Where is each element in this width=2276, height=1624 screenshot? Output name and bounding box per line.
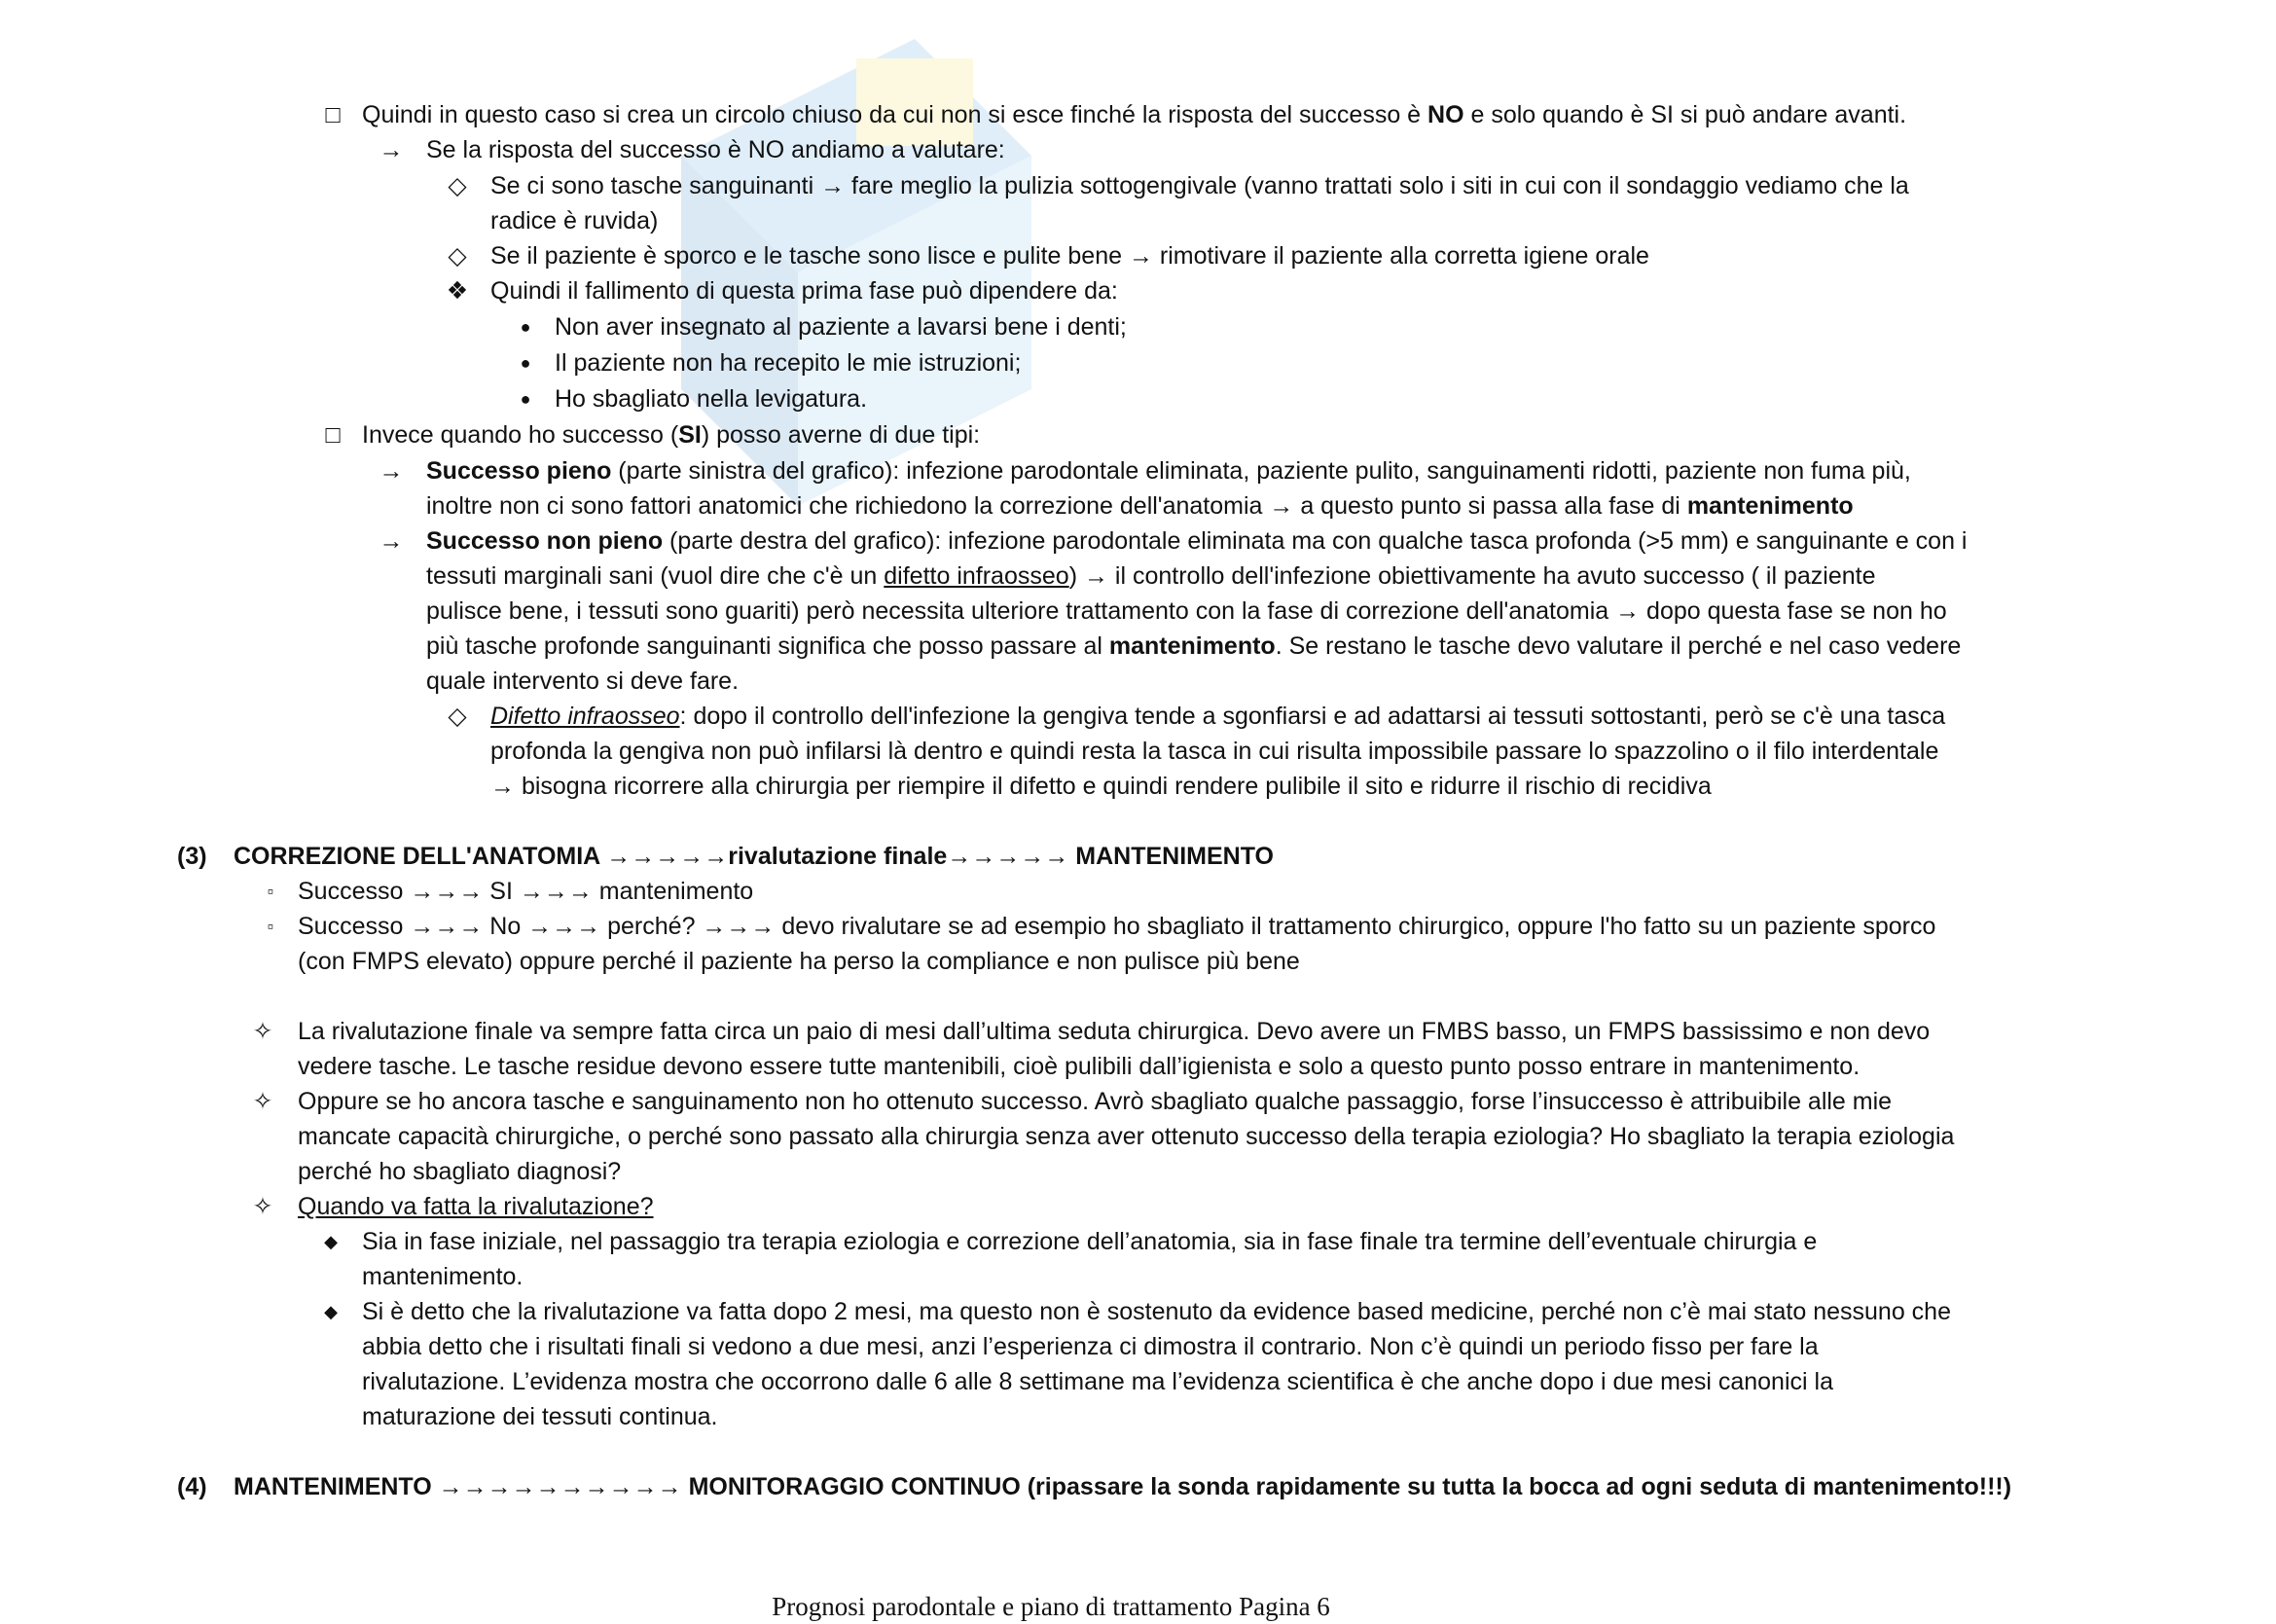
text-line: Sia in fase iniziale, nel passaggio tra terapia eziologia e correzione dell’anatomia, sia in fase finale tra termine dell’eventuale chirurgia e <box>362 1228 1818 1255</box>
arrow-marker: → <box>379 527 404 555</box>
text-line: Successo non pieno (parte destra del grafico): infezione parodontale eliminata ma con qualche tasca profonda (>5 mm) e sanguinante e con i <box>426 527 1968 555</box>
bullet-marker: ● <box>520 353 531 373</box>
arrow-marker: → <box>379 136 404 163</box>
bullet-marker: ● <box>520 317 531 337</box>
text-line: mantenimento. <box>362 1263 524 1290</box>
section-heading: MANTENIMENTO →→→→→→→→→→ MONITORAGGIO CONTINUO (ripassare la sonda rapidamente su tutta la bocca ad ogni seduta di mantenimento!!!) <box>234 1473 2012 1500</box>
text-line: Se il paziente è sporco e le tasche sono lisce e pulite bene → rimotivare il paziente alla corretta igiene orale <box>490 242 1649 270</box>
arrow-marker: → <box>379 457 404 485</box>
text-line: Successo →→→ SI →→→ mantenimento <box>298 878 754 905</box>
diamond-marker: ◇ <box>448 703 467 730</box>
text-line: Successo pieno (parte sinistra del grafico): infezione parodontale eliminata, paziente pulito, sanguinamenti ridotti, paziente non fuma più, <box>426 457 1911 485</box>
text-line: Successo →→→ No →→→ perché? →→→ devo rivalutare se ad esempio ho sbagliato il trattamento chirurgico, oppure l'ho fatto su un paziente sporco <box>298 913 1936 940</box>
text-line: Ho sbagliato nella levigatura. <box>555 385 868 413</box>
diamond-solid-marker: ◆ <box>324 1302 338 1321</box>
subheading: Quando va fatta la rivalutazione? <box>298 1193 654 1220</box>
text-line: Oppure se ho ancora tasche e sanguinamento non ho ottenuto successo. Avrò sbagliato qualche passaggio, forse l’insuccesso è attribuibile alle mie <box>298 1088 1893 1115</box>
text-line: Si è detto che la rivalutazione va fatta dopo 2 mesi, ma questo non è sostenuto da evidence based medicine, perché non c’è mai stato nessuno che <box>362 1298 1951 1325</box>
star-marker: ✧ <box>252 1193 273 1220</box>
text-line: quale intervento si deve fare. <box>426 668 740 695</box>
small-square-marker: ▫ <box>267 882 274 901</box>
text-line: Non aver insegnato al paziente a lavarsi bene i denti; <box>555 313 1127 341</box>
text-line: mancate capacità chirurgiche, o perché sono passato alla chirurgia senza aver ottenuto successo della terapia eziologia? Ho sbagliato la terapia eziologia <box>298 1123 1955 1150</box>
diamond-marker: ◇ <box>448 172 467 199</box>
bullet-marker: ● <box>520 389 531 409</box>
star-marker: ✧ <box>252 1018 273 1045</box>
text-line: Se la risposta del successo è NO andiamo a valutare: <box>426 136 1005 163</box>
text-line: tessuti marginali sani (vuol dire che c'è un difetto infraosseo) → il controllo dell'infezione obiettivamente ha avuto successo ( il paziente <box>426 562 1876 590</box>
page-footer: Prognosi parodontale e piano di trattamento Pagina 6 <box>772 1592 1330 1621</box>
square-marker: □ <box>325 421 341 449</box>
diamond-cross-marker: ❖ <box>446 277 469 305</box>
diamond-marker: ◇ <box>448 242 467 270</box>
text-line: rivalutazione. L’evidenza mostra che occorrono dalle 6 alle 8 settimane ma l’evidenza scientifica è che anche dopo i due mesi canonici la <box>362 1368 1833 1395</box>
square-marker: □ <box>325 101 341 128</box>
star-marker: ✧ <box>252 1088 273 1115</box>
section-heading: CORREZIONE DELL'ANATOMIA →→→→→rivalutazione finale→→→→→ MANTENIMENTO <box>234 843 1274 870</box>
section-number: (3) <box>177 843 207 870</box>
text-line: perché ho sbagliato diagnosi? <box>298 1158 622 1185</box>
text-line: La rivalutazione finale va sempre fatta circa un paio di mesi dall’ultima seduta chirurgica. Devo avere un FMBS basso, un FMPS bassissimo e non devo <box>298 1018 1931 1045</box>
text-line: pulisce bene, i tessuti sono guariti) però necessita ulteriore trattamento con la fase di correzione dell'anatomia → dopo questa fase se non ho <box>426 597 1947 625</box>
diamond-solid-marker: ◆ <box>324 1232 338 1251</box>
text-line: più tasche profonde sanguinanti significa che posso passare al mantenimento. Se restano le tasche devo valutare il perché e nel caso vedere <box>426 632 1962 660</box>
text-line: radice è ruvida) <box>490 207 659 235</box>
text-line: → bisogna ricorrere alla chirurgia per riempire il difetto e quindi rendere pulibile il sito e ridurre il rischio di recidiva <box>490 773 1712 800</box>
text-line: (con FMPS elevato) oppure perché il paziente ha perso la compliance e non pulisce più bene <box>298 948 1300 975</box>
text-line: Invece quando ho successo (SI) posso averne di due tipi: <box>362 421 981 449</box>
text-line: Se ci sono tasche sanguinanti → fare meglio la pulizia sottogengivale (vanno trattati solo i siti in cui con il sondaggio vediamo che la <box>490 172 1909 199</box>
text-line: Quindi il fallimento di questa prima fase può dipendere da: <box>490 277 1118 305</box>
text-line: profonda la gengiva non può infilarsi là dentro e quindi resta la tasca in cui risulta impossibile passare lo spazzolino o il filo interdentale <box>490 738 1939 765</box>
text-line: Quindi in questo caso si crea un circolo chiuso da cui non si esce finché la risposta del successo è NO e solo quando è SI si può andare avanti. <box>362 101 1907 128</box>
small-square-marker: ▫ <box>267 917 274 936</box>
text-line: inoltre non ci sono fattori anatomici che richiedono la correzione dell'anatomia → a questo punto si passa alla fase di mantenimento <box>426 492 1854 520</box>
text-line: vedere tasche. Le tasche residue devono essere tutte mantenibili, cioè pulibili dall’igienista e solo a questo punto posso entrare in mantenimento. <box>298 1053 1861 1080</box>
text-line: maturazione dei tessuti continua. <box>362 1403 718 1430</box>
text-line: abbia detto che i risultati finali si vedono a due mesi, anzi l’esperienza ci dimostra il contrario. Non c’è quindi un periodo fisso per fare la <box>362 1333 1819 1360</box>
section-number: (4) <box>177 1473 207 1500</box>
text-line: Il paziente non ha recepito le mie istruzioni; <box>555 349 1022 377</box>
text-line: Difetto infraosseo: dopo il controllo dell'infezione la gengiva tende a sgonfiarsi e ad adattarsi ai tessuti sottostanti, però se c'è una tasca <box>490 703 1946 730</box>
